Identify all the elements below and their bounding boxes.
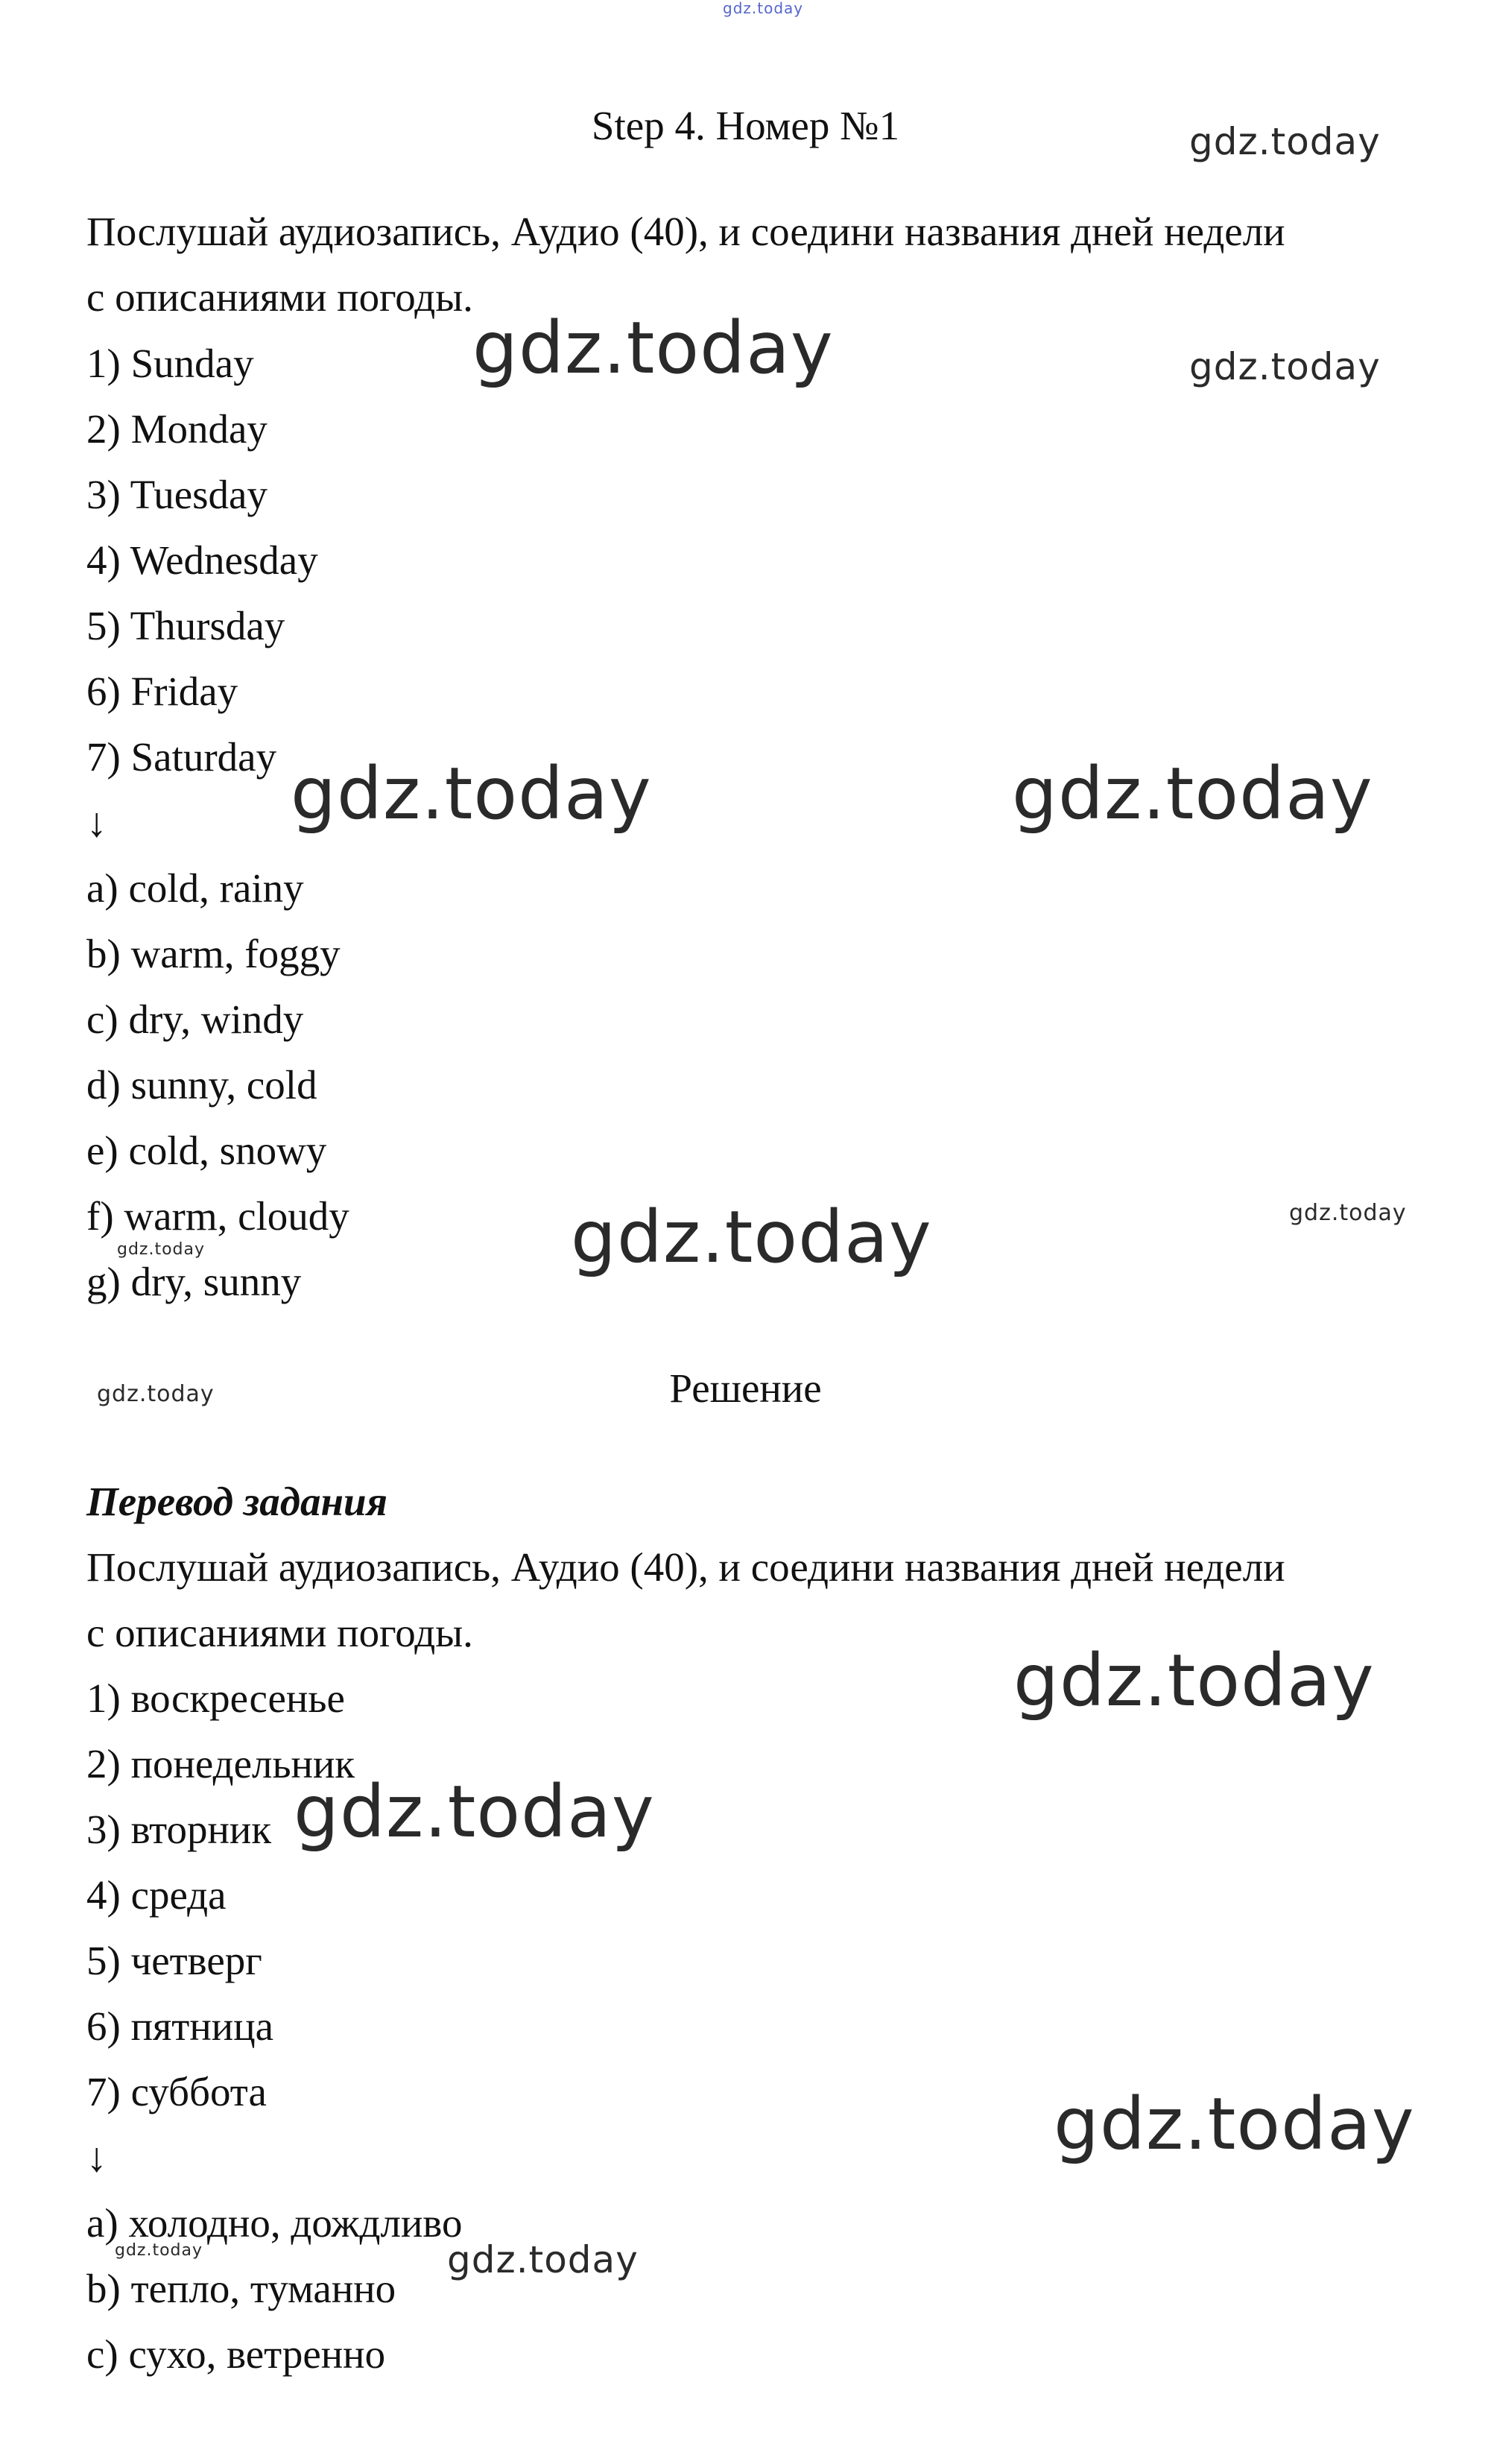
translation-heading: Перевод задания — [86, 1479, 387, 1524]
translated-day-item: 5) четверг — [86, 1938, 262, 1983]
solution-heading: Решение — [669, 1365, 822, 1411]
task-instruction-line2: с описаниями погоды. — [86, 274, 473, 320]
task-instruction-line1: Послушай аудиозапись, Аудио (40), и соедини названия дней недели — [86, 209, 1285, 254]
watermark: gdz.today — [1189, 345, 1381, 388]
translated-weather-item: b) тепло, туманно — [86, 2266, 396, 2311]
translated-weather-item: a) холодно, дождливо — [86, 2200, 463, 2246]
weather-item: a) cold, rainy — [86, 865, 304, 911]
translated-day-item: 1) воскресенье — [86, 1675, 345, 1721]
day-item: 2) Monday — [86, 406, 268, 452]
down-arrow-translation: ↓ — [86, 2135, 107, 2180]
watermark: gdz.today — [294, 1770, 655, 1854]
down-arrow: ↓ — [86, 800, 107, 845]
watermark: gdz.today — [291, 752, 652, 835]
day-item: 3) Tuesday — [86, 472, 268, 517]
solution-instruction-line2: с описаниями погоды. — [86, 1610, 473, 1655]
watermark: gdz.today — [115, 2241, 203, 2260]
watermark: gdz.today — [571, 1195, 932, 1279]
weather-item: c) dry, windy — [86, 996, 304, 1042]
translated-weather-item: c) сухо, ветренно — [86, 2331, 386, 2377]
day-item: 7) Saturday — [86, 734, 277, 780]
translated-day-item: 4) среда — [86, 1872, 227, 1918]
watermark: gdz.today — [472, 306, 834, 390]
solution-instruction-line1: Послушай аудиозапись, Аудио (40), и соедини названия дней недели — [86, 1544, 1285, 1590]
watermark: gdz.today — [1012, 752, 1373, 835]
watermark: gdz.today — [1289, 1200, 1407, 1226]
watermark: gdz.today — [1054, 2082, 1415, 2166]
day-item: 1) Sunday — [86, 341, 254, 386]
watermark: gdz.today — [97, 1381, 215, 1407]
day-item: 6) Friday — [86, 669, 238, 714]
translated-day-item: 2) понедельник — [86, 1741, 355, 1787]
day-item: 4) Wednesday — [86, 537, 318, 583]
watermark: gdz.today — [1013, 1639, 1375, 1722]
weather-item: e) cold, snowy — [86, 1128, 327, 1173]
translated-day-item: 7) суббота — [86, 2069, 267, 2114]
weather-item: b) warm, foggy — [86, 931, 341, 976]
day-item: 5) Thursday — [86, 603, 285, 648]
translated-day-item: 3) вторник — [86, 1807, 272, 1852]
weather-item: d) sunny, cold — [86, 1062, 317, 1108]
translated-day-item: 6) пятница — [86, 2003, 274, 2049]
watermark: gdz.today — [117, 1240, 206, 1259]
watermark: gdz.today — [1189, 120, 1381, 163]
watermark-top: gdz.today — [723, 0, 804, 17]
page-title: Step 4. Номер №1 — [591, 103, 900, 148]
weather-item: f) warm, cloudy — [86, 1193, 349, 1239]
watermark: gdz.today — [447, 2238, 639, 2281]
weather-item: g) dry, sunny — [86, 1259, 302, 1304]
